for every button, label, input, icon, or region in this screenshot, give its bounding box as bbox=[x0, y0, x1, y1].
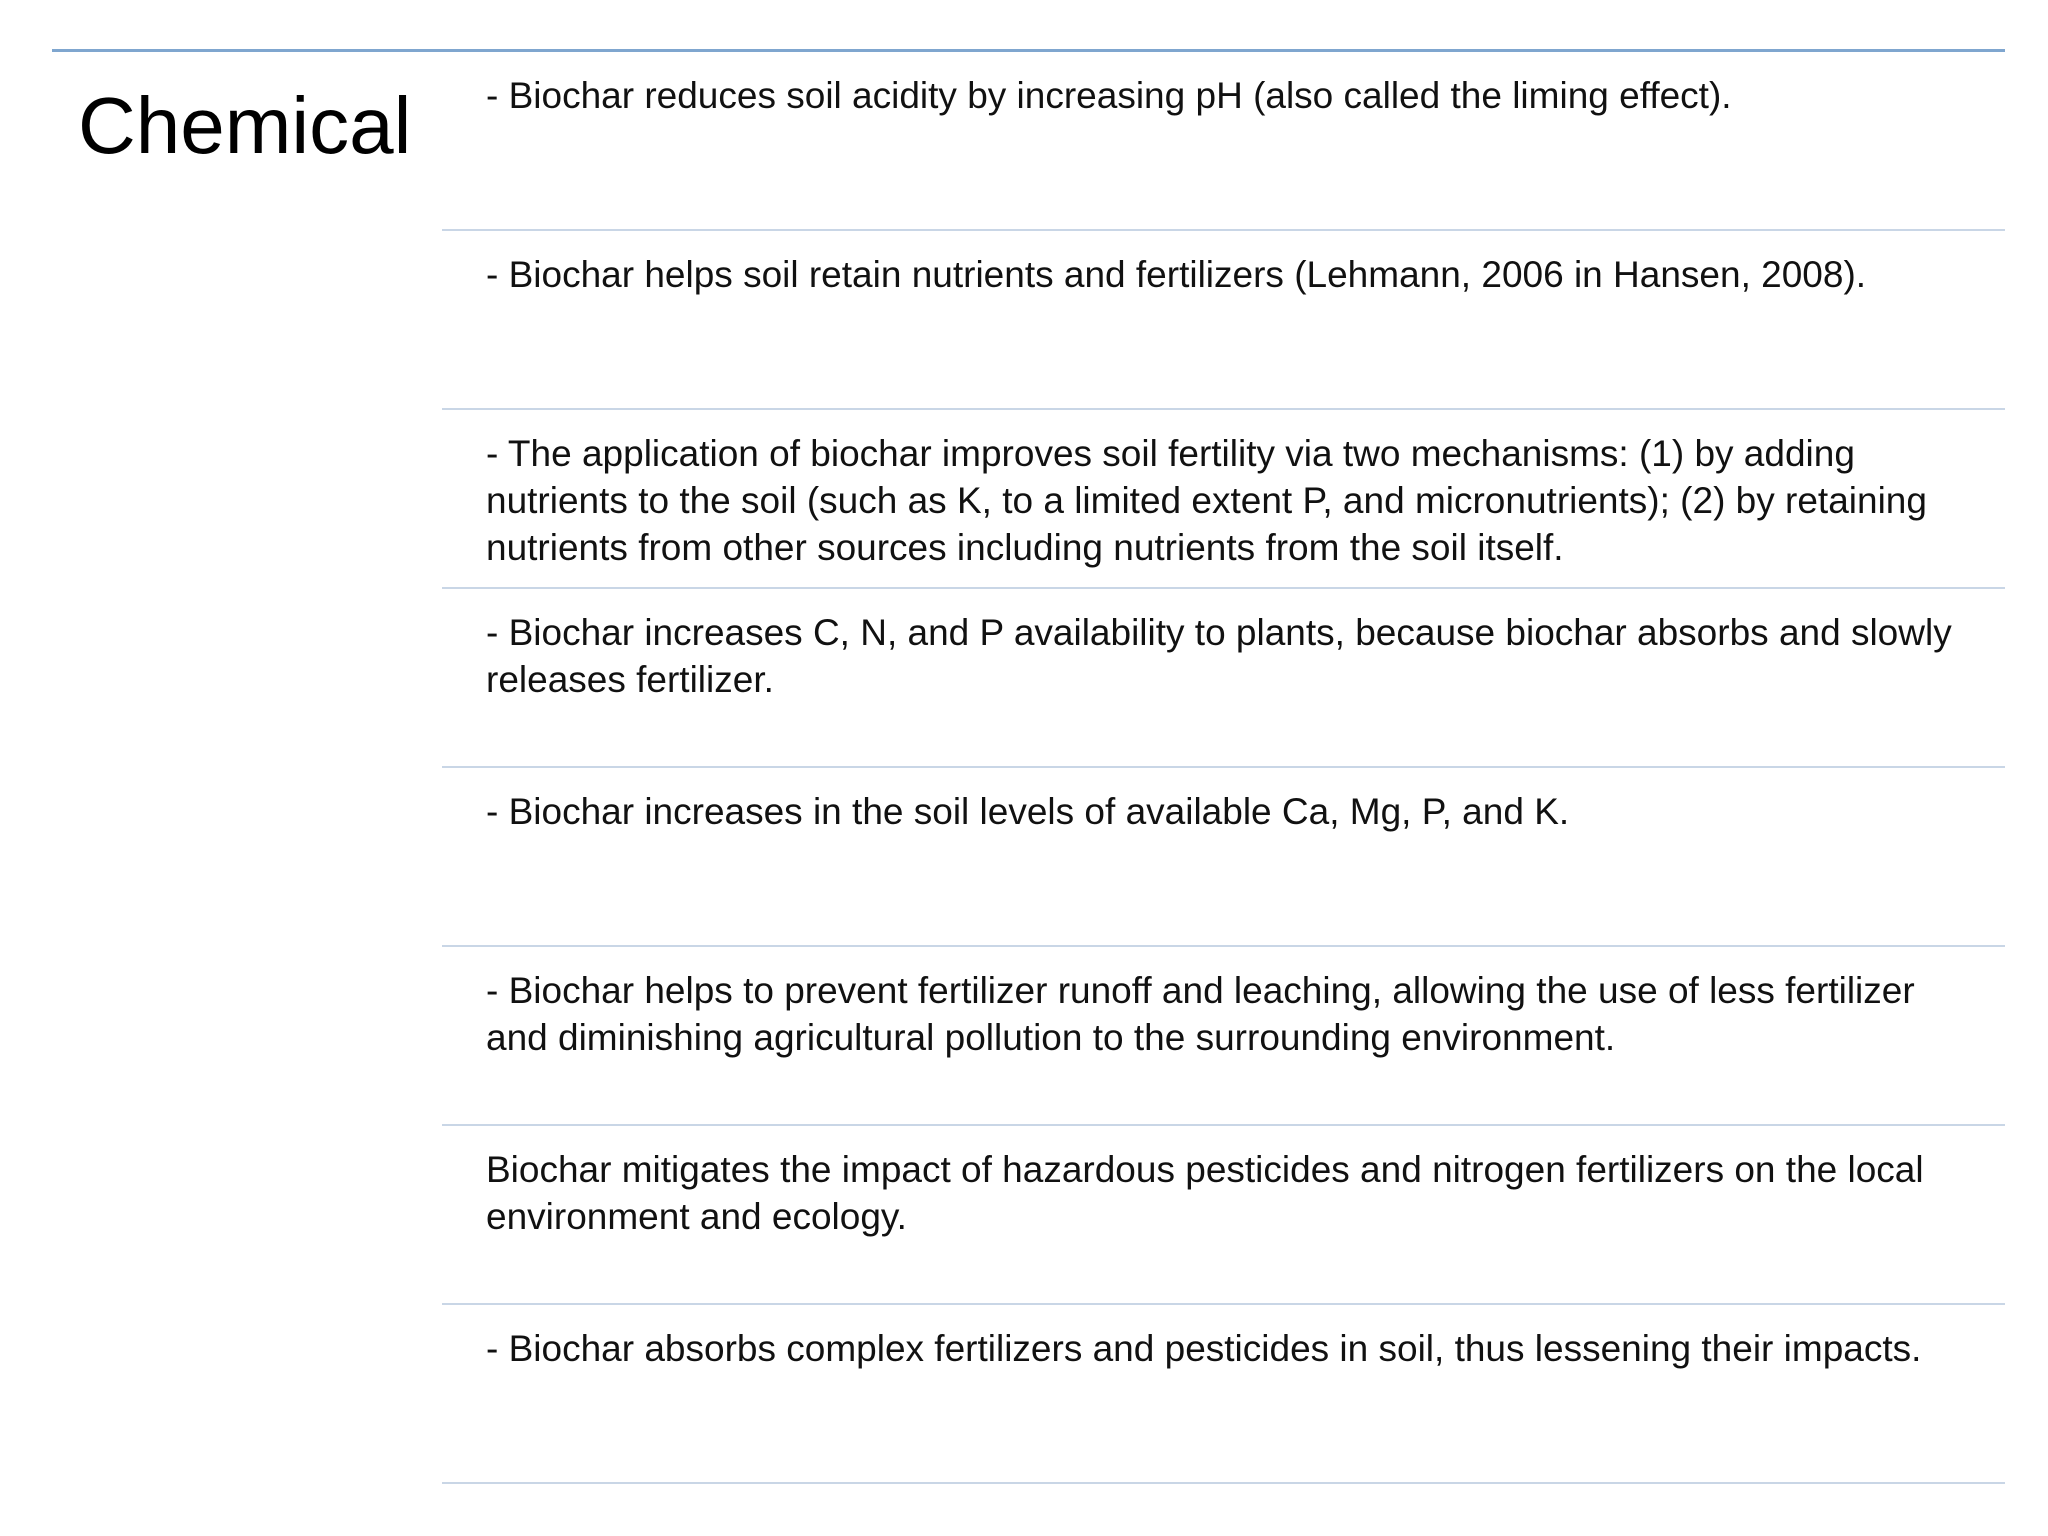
list-item bbox=[442, 410, 2005, 589]
list-item-text: - The application of biochar improves soil fertility via two mechanisms: (1) by adding nutrients to the soil (such as K, to a limited extent P, and micronutrients); (2) by retaining nutrients from other sources including nutrients from the soil itself. bbox=[486, 433, 1927, 568]
list-item-text: - Biochar increases in the soil levels of available Ca, Mg, P, and K. bbox=[486, 791, 1570, 832]
list-item bbox=[442, 947, 2005, 1126]
list-item-text: - Biochar reduces soil acidity by increasing pH (also called the liming effect). bbox=[486, 75, 1732, 116]
list-item bbox=[442, 52, 2005, 231]
list-item bbox=[442, 1305, 2005, 1484]
list-item-text: - Biochar absorbs complex fertilizers and pesticides in soil, thus lessening their impacts. bbox=[486, 1328, 1922, 1369]
list-item-text: Biochar mitigates the impact of hazardous pesticides and nitrogen fertilizers on the local environment and ecology. bbox=[486, 1149, 1924, 1237]
list-item-text: - Biochar increases C, N, and P availability to plants, because biochar absorbs and slowly releases fertilizer. bbox=[486, 612, 1952, 700]
list-item bbox=[442, 1126, 2005, 1305]
list-item bbox=[442, 768, 2005, 947]
list-item-text: - Biochar helps to prevent fertilizer runoff and leaching, allowing the use of less fertilizer and diminishing agricultural pollution to the surrounding environment. bbox=[486, 970, 1915, 1058]
bullet-list bbox=[442, 52, 2005, 1484]
list-item-text: - Biochar helps soil retain nutrients and fertilizers (Lehmann, 2006 in Hansen, 2008). bbox=[486, 254, 1867, 295]
list-item bbox=[442, 231, 2005, 410]
slide-title: Chemical bbox=[78, 81, 412, 170]
list-item bbox=[442, 589, 2005, 768]
